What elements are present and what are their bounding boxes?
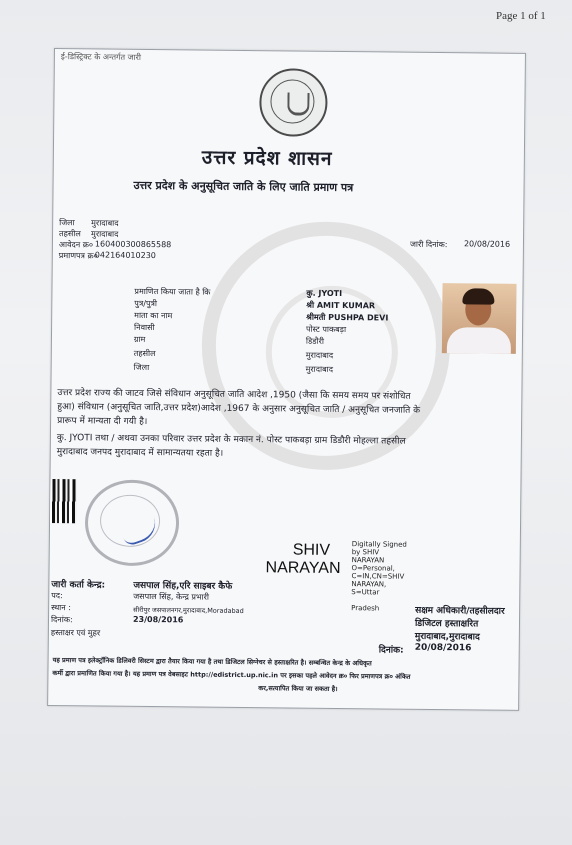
- mother-value: श्रीमती PUSHPA DEVI: [306, 312, 389, 323]
- authority-location: मुरादाबाद,मुरादाबाद: [414, 631, 480, 643]
- issuer-date-label: दिनांक:: [50, 615, 73, 625]
- para2-line1: कु. JYOTI तथा / अथवा उनका परिवार उत्तर प्रदेश के मकान नं. पोस्ट पाकबड़ा ग्राम डिडौरी मोहल्ला तहसील: [56, 433, 406, 447]
- footer-line3: कर,सत्यापित किया जा सकता है।: [258, 684, 338, 694]
- para1-line3: प्रारूप में मान्यता दी गयी है।: [57, 416, 148, 427]
- authority-date-label: दिनांक:: [378, 645, 404, 656]
- tehsil-value: मुरादाबाद: [91, 229, 119, 239]
- tehsil-label: तहसील: [59, 229, 81, 239]
- detail-tehsil-value: मुरादाबाद: [305, 350, 334, 360]
- application-number-label: आवेदन क्र०: [58, 240, 94, 250]
- certify-label: प्रमाणित किया जाता है कि: [134, 286, 211, 297]
- authority-digital-signed: डिजिटल हस्ताक्षरित: [414, 618, 479, 630]
- certificate-number-value: 042164010230: [94, 250, 156, 261]
- up-government-emblem-icon: [259, 68, 328, 137]
- footer-line2: कर्मी द्वारा प्रमाणित किया गया है। यह प्रमाण पत्र वेबसाइट http://edistrict.up.nic.in पर इसका पहले आवेदन क्र० फिर प्रमाणपत्र क्र० अंकित: [52, 669, 411, 681]
- certify-value: कु. JYOTI: [306, 288, 343, 299]
- post-label: पद:: [51, 591, 63, 601]
- issuing-center-label: जारी कर्ता केन्द्र:: [51, 580, 106, 591]
- application-number-value: 160400300865588: [94, 239, 172, 250]
- issuer-date-value: 23/08/2016: [132, 614, 184, 625]
- page-indicator: Page 1 of 1: [496, 10, 546, 22]
- resident-label: निवासी: [134, 322, 155, 333]
- para2-line2: मुरादाबाद जनपद मुरादाबाद में सामान्यतया रहता है।: [56, 447, 224, 459]
- authority-title: सक्षम अधिकारी/तहसीलदार: [415, 605, 505, 617]
- resident-value: पोस्ट पाकबड़ा: [306, 324, 347, 335]
- place-label: स्थान :: [51, 603, 72, 613]
- detail-tehsil-label: तहसील: [133, 348, 156, 359]
- post-value: जसपाल सिंह, केन्द्र प्रभारी: [133, 591, 210, 602]
- signature-and-seal-label: हस्ताक्षर एवं मुहर: [50, 627, 101, 638]
- child-of-label: पुत्र/पुत्री: [134, 298, 158, 309]
- place-value: सीरीपुर जसपालनगर,मुरादाबाद,Moradabad: [133, 605, 244, 616]
- para1-line1: उत्तर प्रदेश राज्य की जाटव जिसे संविधान अनुसूचित जाति आदेश ,1950 (जैसा कि समय समय पर संशोधित: [57, 388, 411, 402]
- document-subtitle: उत्तर प्रदेश के अनुसूचित जाति के लिए जाति प्रमाण पत्र: [133, 178, 354, 195]
- footer-line1: यह प्रमाण पत्र इलेक्ट्रॉनिक डिलिवरी सिस्टम द्वारा तैयार किया गया है तथा डिजिटल सिग्नेचर से हस्ताक्षरित है। सम्बन्धित केन्द्र के अधिकृत: [52, 656, 372, 668]
- applicant-photo: [442, 283, 517, 354]
- issuing-center-value: जसपाल सिंह,एरि साइबर कैफे: [133, 580, 233, 592]
- village-label: ग्राम: [133, 334, 146, 344]
- header-note: ई-डिस्ट्रिक्ट के अन्तर्गत जारी: [60, 52, 142, 62]
- certificate-number-label: प्रमाणपत्र क्र०: [58, 251, 98, 261]
- detail-district-label: जिला: [133, 362, 150, 373]
- issue-date-value: 20/08/2016: [463, 239, 511, 249]
- digital-signer-name-line2: NARAYAN: [265, 559, 341, 578]
- district-value: मुरादाबाद: [91, 218, 119, 228]
- issue-date-label: जारी दिनांक:: [409, 239, 448, 250]
- district-label: जिला: [59, 218, 75, 228]
- village-value: डिडौरी: [305, 336, 325, 346]
- mother-label: माता का नाम: [134, 310, 173, 321]
- digital-signer-name-line1: SHIV: [292, 541, 331, 559]
- child-of-value: श्री AMIT KUMAR: [306, 300, 376, 311]
- para1-line2: हुआ) संविधान (अनुसूचित जाति,उत्तर प्रदेश)आदेश ,1967 के अनुसार अनुसूचित जाति / अनुसूचित जनजाति के: [57, 402, 421, 416]
- qr-code: [47, 479, 78, 525]
- document-title: उत्तर प्रदेश शासन: [201, 146, 333, 170]
- digital-signature-details: Digitally Signed by SHIV NARAYAN O=Personal, C=IN,CN=SHIV NARAYAN, S=Uttar Pradesh: [351, 540, 407, 613]
- authority-date-value: 20/08/2016: [414, 642, 472, 654]
- certificate-page: [47, 48, 526, 711]
- detail-district-value: मुरादाबाद: [305, 364, 334, 374]
